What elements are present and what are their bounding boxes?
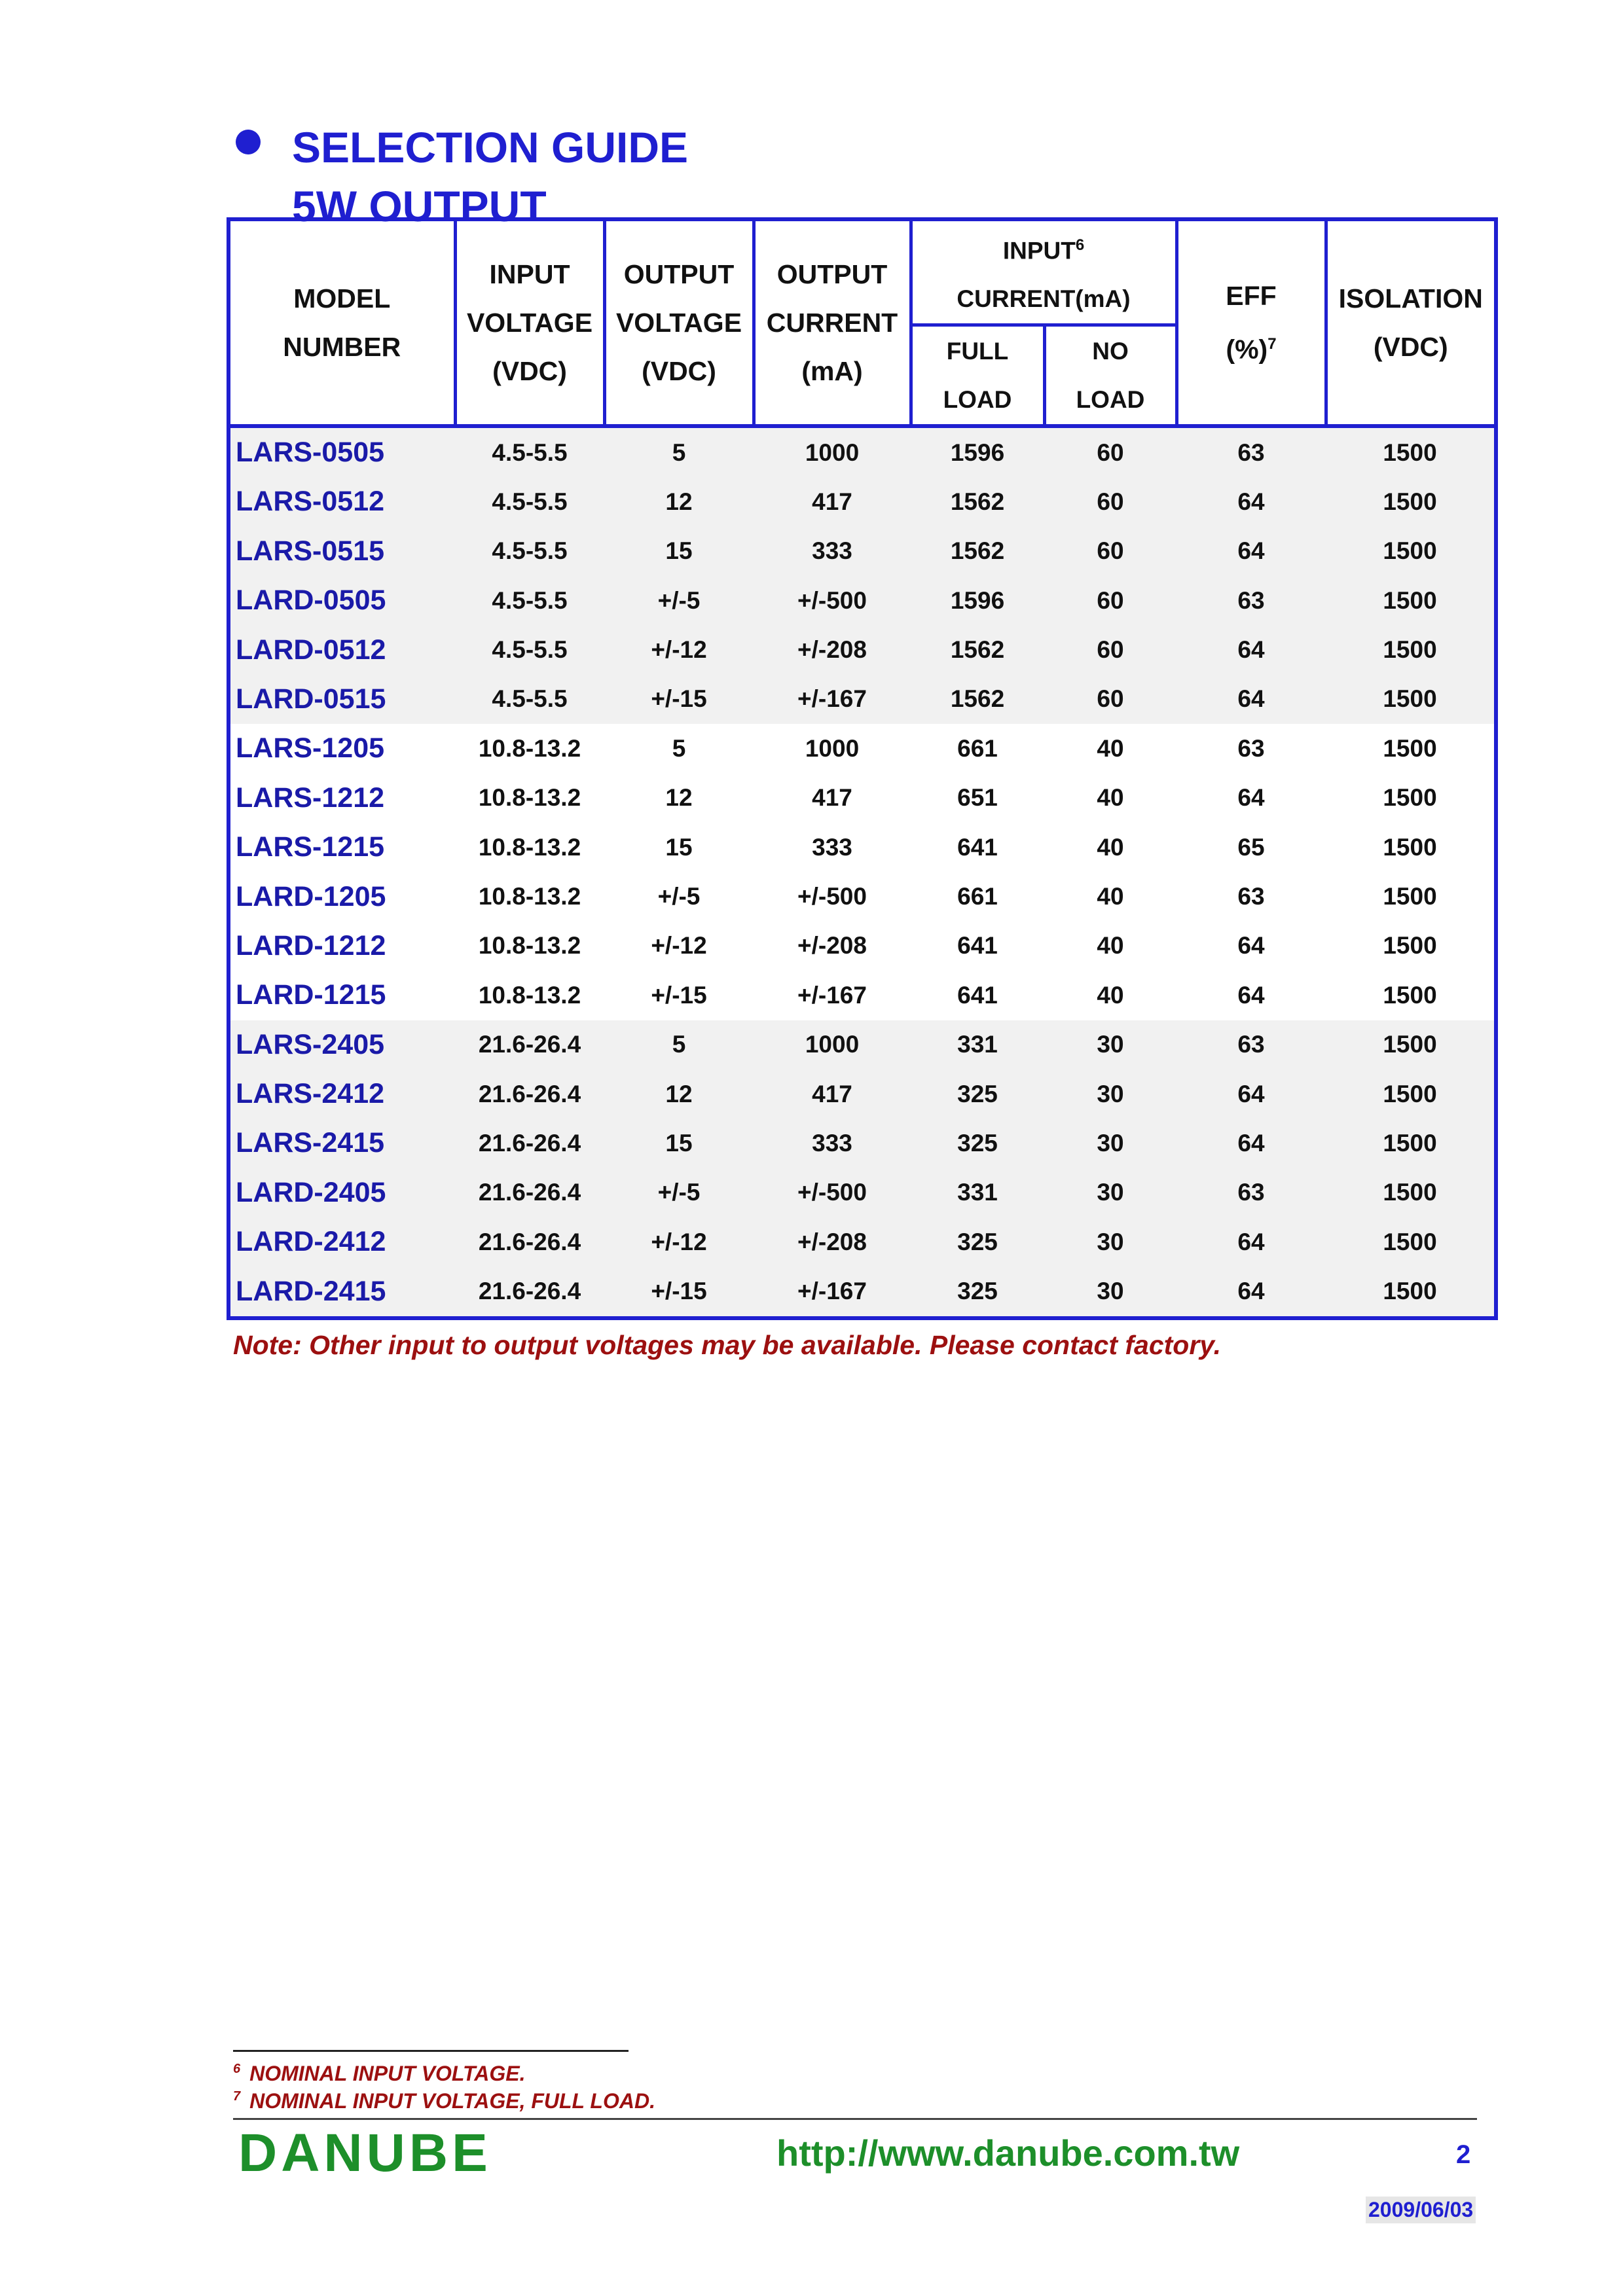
cell-full: 325: [911, 1119, 1044, 1168]
cell-full: 1562: [911, 477, 1044, 526]
cell-vout: +/-5: [604, 576, 754, 625]
cell-vin: 4.5-5.5: [455, 625, 604, 674]
cell-iso: 1500: [1383, 734, 1437, 762]
cell-full: 641: [957, 981, 998, 1009]
table-row: [228, 625, 1496, 674]
table-row: [228, 971, 1496, 1020]
cell-vout: 5: [604, 426, 754, 477]
cell-iso: 1500: [1383, 981, 1437, 1009]
cell-model: LARD-0515: [228, 675, 455, 724]
cell-iout: +/-208: [797, 932, 867, 960]
cell-full: 1596: [911, 576, 1044, 625]
cell-noload: 40: [1097, 981, 1124, 1009]
cell-noload: 30: [1044, 1168, 1176, 1217]
cell-model: LARS-1212: [236, 781, 385, 814]
cell-noload: 30: [1044, 1069, 1176, 1119]
cell-vin: 4.5-5.5: [455, 426, 604, 477]
cell-iout: 333: [754, 1119, 911, 1168]
cell-full: 1562: [911, 625, 1044, 674]
cell-eff: 64: [1237, 981, 1265, 1009]
cell-model: LARD-0505: [228, 576, 455, 625]
cell-vout: 12: [604, 1069, 754, 1119]
table-row: [228, 576, 1496, 625]
cell-model: LARD-1215: [236, 979, 386, 1011]
cell-iso: 1500: [1326, 527, 1496, 576]
cell-noload: 60: [1044, 576, 1176, 625]
cell-noload: 30: [1044, 1020, 1176, 1069]
cell-eff: 64: [1176, 527, 1326, 576]
cell-model: LARS-2412: [228, 1069, 455, 1119]
table-row: [228, 922, 1496, 971]
cell-vin: 21.6-26.4: [455, 1266, 604, 1318]
cell-eff: 64: [1237, 932, 1265, 960]
document-date: 2009/06/03: [1366, 2197, 1476, 2223]
cell-full: 325: [911, 1266, 1044, 1318]
cell-vin: 10.8-13.2: [478, 883, 581, 910]
cell-full: 641: [957, 932, 998, 960]
cell-model: LARD-0512: [228, 625, 455, 674]
cell-full: 325: [911, 1217, 1044, 1266]
cell-full: 651: [957, 784, 998, 812]
cell-iout: +/-167: [754, 1266, 911, 1318]
cell-vout: +/-5: [604, 1168, 754, 1217]
cell-eff: 63: [1176, 426, 1326, 477]
table-row: [228, 1217, 1496, 1266]
cell-eff: 64: [1176, 1266, 1326, 1318]
cell-vin: 10.8-13.2: [478, 734, 581, 762]
cell-eff: 64: [1176, 477, 1326, 526]
cell-iout: +/-167: [797, 981, 867, 1009]
cell-eff: 63: [1176, 576, 1326, 625]
cell-model: LARS-0515: [228, 527, 455, 576]
cell-noload: 40: [1097, 932, 1124, 960]
header-output-voltage: OUTPUT VOLTAGE (VDC): [604, 219, 754, 426]
cell-iout: +/-208: [754, 1217, 911, 1266]
table-row: [228, 1266, 1496, 1318]
cell-vin: 4.5-5.5: [455, 527, 604, 576]
cell-vout: 12: [604, 477, 754, 526]
cell-vin: 4.5-5.5: [455, 576, 604, 625]
selection-guide-table: [227, 217, 1498, 1320]
cell-iso: 1500: [1326, 426, 1496, 477]
cell-iout: +/-208: [754, 625, 911, 674]
header-input-voltage: INPUT VOLTAGE (VDC): [455, 219, 604, 426]
cell-eff: 63: [1237, 883, 1265, 910]
page-number: 2: [1456, 2140, 1471, 2169]
cell-iout: +/-500: [754, 1168, 911, 1217]
page-title: SELECTION GUIDE 5W OUTPUT: [292, 123, 689, 230]
cell-vout: 5: [672, 734, 686, 762]
cell-iso: 1500: [1326, 1266, 1496, 1318]
cell-noload: 40: [1097, 784, 1124, 812]
cell-vin: 21.6-26.4: [455, 1119, 604, 1168]
cell-full: 325: [911, 1069, 1044, 1119]
cell-vout: +/-12: [604, 625, 754, 674]
cell-noload: 40: [1097, 734, 1124, 762]
cell-vin: 4.5-5.5: [455, 675, 604, 724]
table-header: [228, 219, 1496, 426]
header-eff: EFF (%)$^7$: [1176, 219, 1326, 426]
cell-iout: +/-167: [754, 675, 911, 724]
table-row: [228, 426, 1496, 477]
cell-eff: 63: [1237, 734, 1265, 762]
cell-noload: 30: [1044, 1119, 1176, 1168]
table-row: [228, 527, 1496, 576]
cell-vout: +/-15: [651, 981, 707, 1009]
cell-vout: +/-5: [657, 883, 701, 910]
cell-iso: 1500: [1326, 1168, 1496, 1217]
note-text: Note: Other input to output voltages may be available. Please contact factory.: [233, 1330, 1221, 1360]
cell-eff: 63: [1176, 1020, 1326, 1069]
cell-vout: +/-12: [651, 932, 707, 960]
cell-eff: 64: [1176, 675, 1326, 724]
cell-iso: 1500: [1326, 1217, 1496, 1266]
cell-iso: 1500: [1383, 833, 1437, 861]
cell-vin: 21.6-26.4: [455, 1217, 604, 1266]
table-row: [228, 823, 1496, 872]
cell-vin: 10.8-13.2: [478, 833, 581, 861]
website-link[interactable]: http://www.danube.com.tw: [776, 2132, 1240, 2174]
cell-model: LARS-2405: [228, 1020, 455, 1069]
cell-noload: 40: [1097, 883, 1124, 910]
cell-eff: 64: [1176, 1119, 1326, 1168]
cell-noload: 30: [1044, 1217, 1176, 1266]
table-body: [228, 426, 1496, 1318]
cell-iout: 333: [754, 527, 911, 576]
footer-divider: [233, 2118, 1477, 2120]
header-input-current: INPUT$^6$ CURRENT(mA): [911, 219, 1176, 325]
cell-full: 331: [911, 1168, 1044, 1217]
cell-noload: 60: [1044, 477, 1176, 526]
cell-noload: 60: [1044, 625, 1176, 674]
cell-eff: 64: [1176, 1069, 1326, 1119]
cell-noload: 30: [1044, 1266, 1176, 1318]
cell-noload: 60: [1044, 675, 1176, 724]
footnote-7: $^7$ NOMINAL INPUT VOLTAGE, FULL LOAD.: [233, 2089, 655, 2113]
cell-full: 641: [957, 833, 998, 861]
cell-model: LARD-2405: [228, 1168, 455, 1217]
cell-vout: 15: [665, 833, 693, 861]
cell-model: LARD-2412: [228, 1217, 455, 1266]
cell-model: LARS-2415: [228, 1119, 455, 1168]
table-row: [228, 1119, 1496, 1168]
cell-iso: 1500: [1326, 576, 1496, 625]
cell-model: LARD-2415: [228, 1266, 455, 1318]
cell-iout: 417: [812, 784, 852, 812]
table-row: [228, 1020, 1496, 1069]
cell-eff: 64: [1237, 784, 1265, 812]
table-row: [228, 477, 1496, 526]
cell-eff: 64: [1176, 625, 1326, 674]
cell-model: LARD-1205: [236, 880, 386, 912]
cell-iout: 1000: [805, 734, 860, 762]
cell-eff: 64: [1176, 1217, 1326, 1266]
cell-vout: 5: [604, 1020, 754, 1069]
cell-iout: 417: [754, 477, 911, 526]
cell-iso: 1500: [1326, 1020, 1496, 1069]
header-no-load: NO LOAD: [1044, 325, 1176, 426]
cell-vout: 12: [665, 784, 693, 812]
table-row: [228, 1069, 1496, 1119]
cell-vin: 21.6-26.4: [455, 1069, 604, 1119]
cell-iout: 333: [812, 833, 852, 861]
cell-full: 1562: [911, 675, 1044, 724]
cell-eff: 63: [1176, 1168, 1326, 1217]
cell-iout: 417: [754, 1069, 911, 1119]
table-row: [228, 872, 1496, 921]
cell-vin: 21.6-26.4: [455, 1020, 604, 1069]
cell-iout: +/-500: [754, 576, 911, 625]
cell-iso: 1500: [1326, 1069, 1496, 1119]
cell-iout: 1000: [754, 1020, 911, 1069]
cell-full: 1562: [911, 527, 1044, 576]
cell-iso: 1500: [1383, 784, 1437, 812]
cell-vin: 21.6-26.4: [455, 1168, 604, 1217]
cell-iso: 1500: [1383, 932, 1437, 960]
cell-full: 661: [957, 734, 998, 762]
cell-vout: 15: [604, 1119, 754, 1168]
cell-model: LARD-1212: [236, 929, 386, 961]
cell-iso: 1500: [1383, 883, 1437, 910]
table-row: [228, 724, 1496, 773]
cell-iso: 1500: [1326, 625, 1496, 674]
cell-full: 1596: [911, 426, 1044, 477]
header-full-load: FULL LOAD: [911, 325, 1044, 426]
cell-noload: 60: [1044, 527, 1176, 576]
table-row: [228, 774, 1496, 823]
table-row: [228, 675, 1496, 724]
cell-vout: +/-15: [604, 675, 754, 724]
cell-model: LARS-1215: [236, 831, 385, 863]
cell-noload: 60: [1044, 426, 1176, 477]
cell-iout: +/-500: [797, 883, 867, 910]
footnote-divider: [233, 2050, 629, 2052]
cell-vout: +/-12: [604, 1217, 754, 1266]
cell-iso: 1500: [1326, 675, 1496, 724]
cell-vout: +/-15: [604, 1266, 754, 1318]
cell-noload: 40: [1097, 833, 1124, 861]
cell-vin: 4.5-5.5: [455, 477, 604, 526]
cell-model: LARS-0512: [228, 477, 455, 526]
cell-vout: 15: [604, 527, 754, 576]
cell-model: LARS-0505: [228, 426, 455, 477]
cell-full: 661: [957, 883, 998, 910]
cell-iso: 1500: [1326, 1119, 1496, 1168]
cell-vin: 10.8-13.2: [478, 932, 581, 960]
footnote-6: $^6$ NOMINAL INPUT VOLTAGE.: [233, 2062, 526, 2085]
bullet-icon: [236, 130, 261, 154]
cell-iout: 1000: [754, 426, 911, 477]
cell-vin: 10.8-13.2: [478, 981, 581, 1009]
header-isolation: ISOLATION (VDC): [1326, 219, 1496, 426]
table-row: [228, 1168, 1496, 1217]
cell-eff: 65: [1237, 833, 1265, 861]
danube-logo: DANUBE: [238, 2123, 492, 2183]
cell-model: LARS-1205: [236, 732, 385, 764]
cell-full: 331: [911, 1020, 1044, 1069]
cell-iso: 1500: [1326, 477, 1496, 526]
cell-vin: 10.8-13.2: [478, 784, 581, 812]
header-model-number: MODEL NUMBER: [228, 219, 455, 426]
header-output-current: OUTPUT CURRENT (mA): [754, 219, 911, 426]
